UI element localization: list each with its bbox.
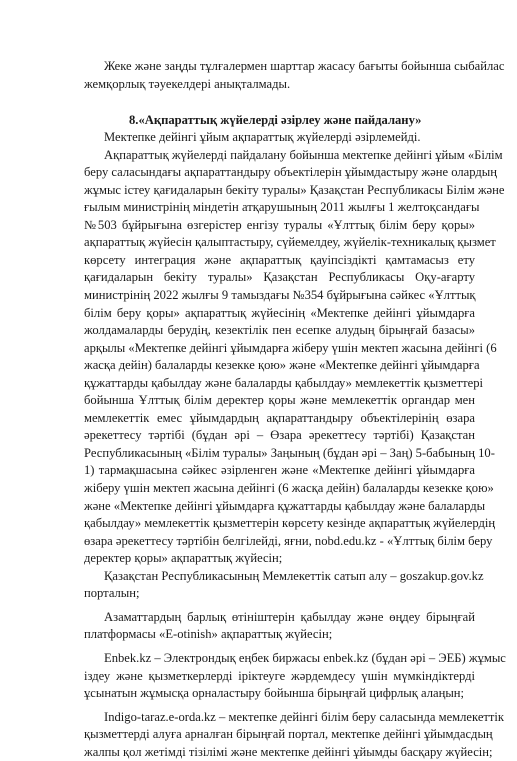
text-line: платформасы «E-otinish» ақпараттық жүйесін; — [84, 627, 333, 642]
paragraph — [84, 609, 475, 644]
intro-paragraph — [84, 58, 505, 93]
paragraph — [84, 147, 505, 568]
text-line: порталын; — [84, 586, 140, 601]
text-line: Enbek.kz – Электрондық еңбек биржасы enbek.kz (бұдан әрі – ЭЕБ) жұмыс — [104, 650, 506, 665]
text-line: Жеке және заңды тұлғалермен шарттар жасасу бағыты бойынша сыбайлас — [104, 59, 505, 73]
paragraph — [84, 650, 506, 703]
text-line: іздеу және қызметкерлерді іріктеуге жәрдемдесу үшін мүмкіндіктерді — [84, 668, 475, 683]
text-line: Ақпараттық жүйелерді пайдалану бойынша мектепке дейінгі ұйым «Білім — [104, 147, 503, 162]
text-line: Қазақстан Республикасының Мемлекеттік сатып алу – goszakup.gov.kz — [104, 568, 484, 583]
text-line: жолдамаларды берудің, кезектілік пен есепке алудың бірыңғай базасы» — [84, 323, 475, 338]
text-line: жіберу үшін мектеп жасына дейінгі (6 жасқа дейін) балаларды кезекке қою» — [84, 481, 494, 496]
text-line: құжаттарды қабылдау және балаларды қабылдау» мемлекеттік қызметтері — [84, 375, 484, 390]
text-line: деректер қоры» ақпараттық жүйесін; — [84, 551, 283, 566]
body-paragraphs — [84, 129, 506, 761]
text-line: жасқа дейін) балаларды кезекке қою» және «Мектепке дейінгі ұйымдарға — [84, 358, 480, 373]
text-line: бойынша Ұлттық білім деректер қоры және мемлекеттік органдар мен — [84, 393, 475, 408]
text-line: ғылым министрінің міндетін атқарушының 2011 жылғы 1 желтоқсандағы — [84, 200, 480, 215]
text-line: беру саласындағы ақпараттандыру объектілерін ұйымдастыру және олардың — [84, 165, 497, 180]
paragraph — [84, 709, 505, 761]
text-line: жемқорлық тәуекелдері анықталмады. — [84, 76, 291, 91]
section-heading: 8.«Ақпараттық жүйелерді әзірлеу және пайдалану» — [129, 113, 422, 128]
text-line: Республикасының «Білім туралы» Заңының (бұдан әрі – Заң) 5-бабының 10- — [84, 445, 495, 460]
text-line: ақпараттық жүйесін қалыптастыру, сүйемелдеу, жүйелік-техникалық қызмет — [84, 235, 496, 250]
text-line: министрінің 2022 жылғы 9 тамыздағы №354 бұйрығына сәйкес «Ұлттық — [84, 288, 476, 303]
text-line: білім беру қоры» ақпараттық жүйесінің «Мектепке дейінгі ұйымдарға — [84, 305, 475, 320]
paragraph — [84, 129, 475, 147]
text-line: 1) тармақшасына сәйкес әзірленген және «Мектепке дейінгі ұйымдарға — [84, 463, 475, 478]
text-line: ұсынатын жұмысқа орналастыру бойынша бірыңғай цифрлық алаңын; — [84, 686, 465, 701]
text-line: өзара әрекеттесу тәртібін белгілейді, яғни, nobd.edu.kz - «Ұлттық білім беру — [84, 533, 493, 548]
paragraph — [84, 568, 484, 603]
text-line: қағидаларын бекіту туралы» Қазақстан Республикасы Оқу-ағарту — [84, 270, 475, 285]
text-line: қызметтерді алуға арналған бірыңғай портал, мектепке дейінгі ұйымдасдың — [84, 727, 493, 742]
text-line: №503 бұйрығына өзгерістер енгізу туралы «Ұлттық білім беру қоры» — [84, 217, 475, 232]
text-line: жұмыс істеу қағидаларын бекіту туралы» Қазақстан Республикасы Білім және — [84, 182, 505, 197]
text-line: және «Мектепке дейінгі ұйымдарға құжаттарды қабылдау және балаларды — [84, 498, 486, 513]
text-line: Мектепке дейінгі ұйым ақпараттық жүйелерді әзірлемейді. — [104, 130, 421, 145]
text-line: Азаматтардың барлық өтініштерін қабылдау және өңдеу бірыңғай — [104, 609, 475, 624]
text-line: арқылы «Мектепке дейінгі ұйымдарға жіберу үшін мектеп жасына дейінгі (6 — [84, 340, 497, 355]
text-line: әрекеттесу тәртібі (бұдан әрі – Өзара әрекеттесу тәртібі) Қазақстан — [84, 428, 475, 443]
text-line: қабылдау» мемлекеттік қызметтерін көрсету кезінде ақпараттық жүйелердің — [84, 516, 496, 531]
text-line: көрсету интеграция және ақпараттық қауіпсіздікті қамтамасыз ету — [84, 252, 475, 267]
text-line: Indigo-taraz.e-orda.kz – мектепке дейінгі білім беру саласында мемлекеттік — [104, 709, 505, 724]
text-line: жалпы қол жетімді тізілімі және мектепке дейінгі ұйымды басқару жүйесін; — [84, 744, 493, 759]
text-line: мемлекеттік емес ұйымдардың ақпараттандыру объектілерінің өзара — [84, 410, 475, 425]
